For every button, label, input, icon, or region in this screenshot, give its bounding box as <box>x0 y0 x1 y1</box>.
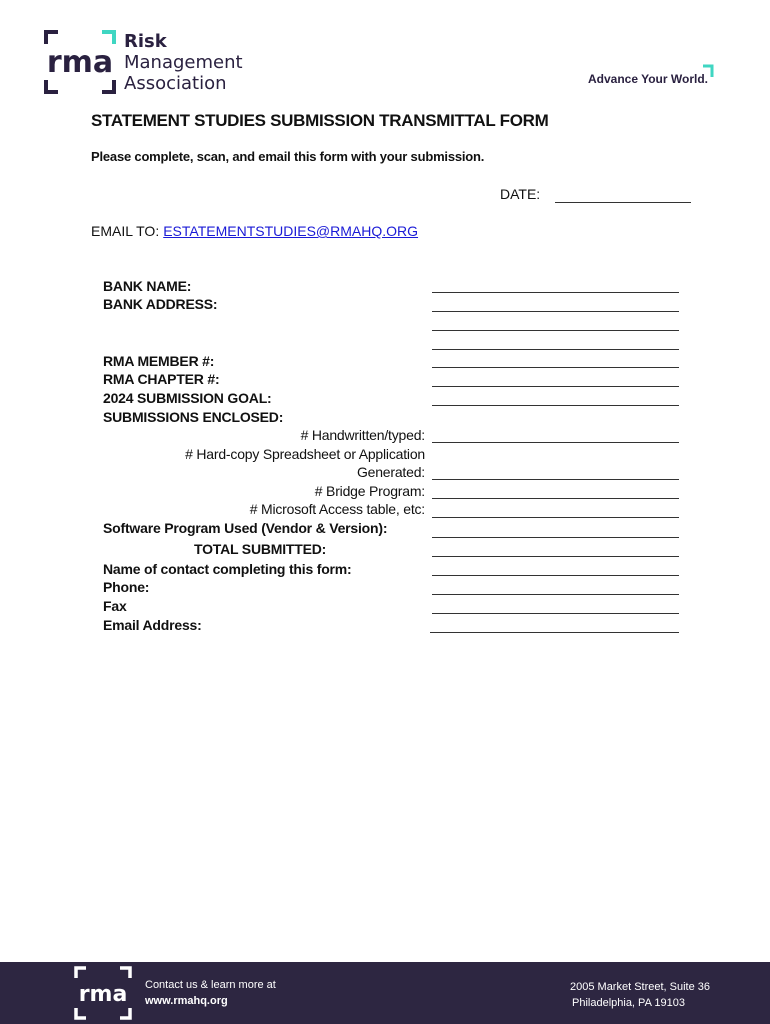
handwritten-field[interactable] <box>432 442 679 443</box>
submission-goal-label: 2024 SUBMISSION GOAL: <box>103 390 272 406</box>
logo-letters: rma <box>46 45 114 80</box>
access-table-label: # Microsoft Access table, etc: <box>249 501 425 517</box>
email-address-label: Email Address: <box>103 617 202 633</box>
tagline: Advance Your World. <box>587 72 708 86</box>
email-to-label: EMAIL TO: <box>91 223 160 239</box>
bank-address-field-1[interactable] <box>432 311 679 312</box>
date-field[interactable] <box>555 202 691 203</box>
tagline-accent-icon <box>702 64 714 78</box>
bank-name-label: BANK NAME: <box>103 278 192 294</box>
bank-address-label: BANK ADDRESS: <box>103 296 218 312</box>
footer-logo-letters: rma <box>78 982 128 1007</box>
phone-field[interactable] <box>432 594 679 595</box>
hardcopy-label-line2: Generated: <box>356 464 425 480</box>
total-submitted-label: TOTAL SUBMITTED: <box>194 541 327 557</box>
phone-label: Phone: <box>103 579 150 595</box>
bridge-program-field[interactable] <box>432 498 679 499</box>
footer-bar <box>0 962 770 1024</box>
footer-address-line2: Philadelphia, PA 19103 <box>572 997 685 1009</box>
footer-rma-logo-icon <box>74 966 132 1020</box>
date-label: DATE: <box>500 186 541 202</box>
rma-logo-mark-icon <box>44 30 116 96</box>
member-number-field[interactable] <box>432 367 679 368</box>
fax-field[interactable] <box>432 613 679 614</box>
total-submitted-field[interactable] <box>432 556 679 557</box>
handwritten-label: # Handwritten/typed: <box>300 427 425 443</box>
footer-website-link[interactable]: www.rmahq.org <box>145 995 228 1007</box>
email-address-field[interactable] <box>430 632 679 633</box>
bridge-program-label: # Bridge Program: <box>314 483 425 499</box>
email-to-row <box>91 223 418 239</box>
fax-label: Fax <box>103 598 127 614</box>
chapter-number-field[interactable] <box>432 386 679 387</box>
contact-name-field[interactable] <box>432 575 679 576</box>
hardcopy-label-line1: # Hard-copy Spreadsheet or Application <box>185 446 425 462</box>
submissions-enclosed-label: SUBMISSIONS ENCLOSED: <box>103 409 284 425</box>
logo-word-risk: Risk <box>124 31 167 52</box>
form-title: STATEMENT STUDIES SUBMISSION TRANSMITTAL FORM <box>91 111 549 130</box>
logo-word-association: Association <box>124 73 227 94</box>
footer-address-line1: 2005 Market Street, Suite 36 <box>570 981 711 993</box>
member-number-label: RMA MEMBER #: <box>103 353 215 369</box>
rma-logo <box>44 30 254 96</box>
email-link[interactable]: ESTATEMENTSTUDIES@RMAHQ.ORG <box>163 223 419 239</box>
access-table-field[interactable] <box>432 517 679 518</box>
bank-address-field-2[interactable] <box>432 330 679 331</box>
software-program-label: Software Program Used (Vendor & Version): <box>103 520 388 536</box>
software-program-field[interactable] <box>432 537 679 538</box>
form-instructions: Please complete, scan, and email this form with your submission. <box>91 149 485 164</box>
bank-address-field-3[interactable] <box>432 349 679 350</box>
footer-contact-text: Contact us & learn more at <box>145 979 276 991</box>
bank-name-field[interactable] <box>432 292 679 293</box>
logo-word-management: Management <box>124 52 243 73</box>
contact-name-label: Name of contact completing this form: <box>103 561 352 577</box>
chapter-number-label: RMA CHAPTER #: <box>103 371 220 387</box>
submission-goal-field[interactable] <box>432 405 679 406</box>
hardcopy-field[interactable] <box>432 479 679 480</box>
